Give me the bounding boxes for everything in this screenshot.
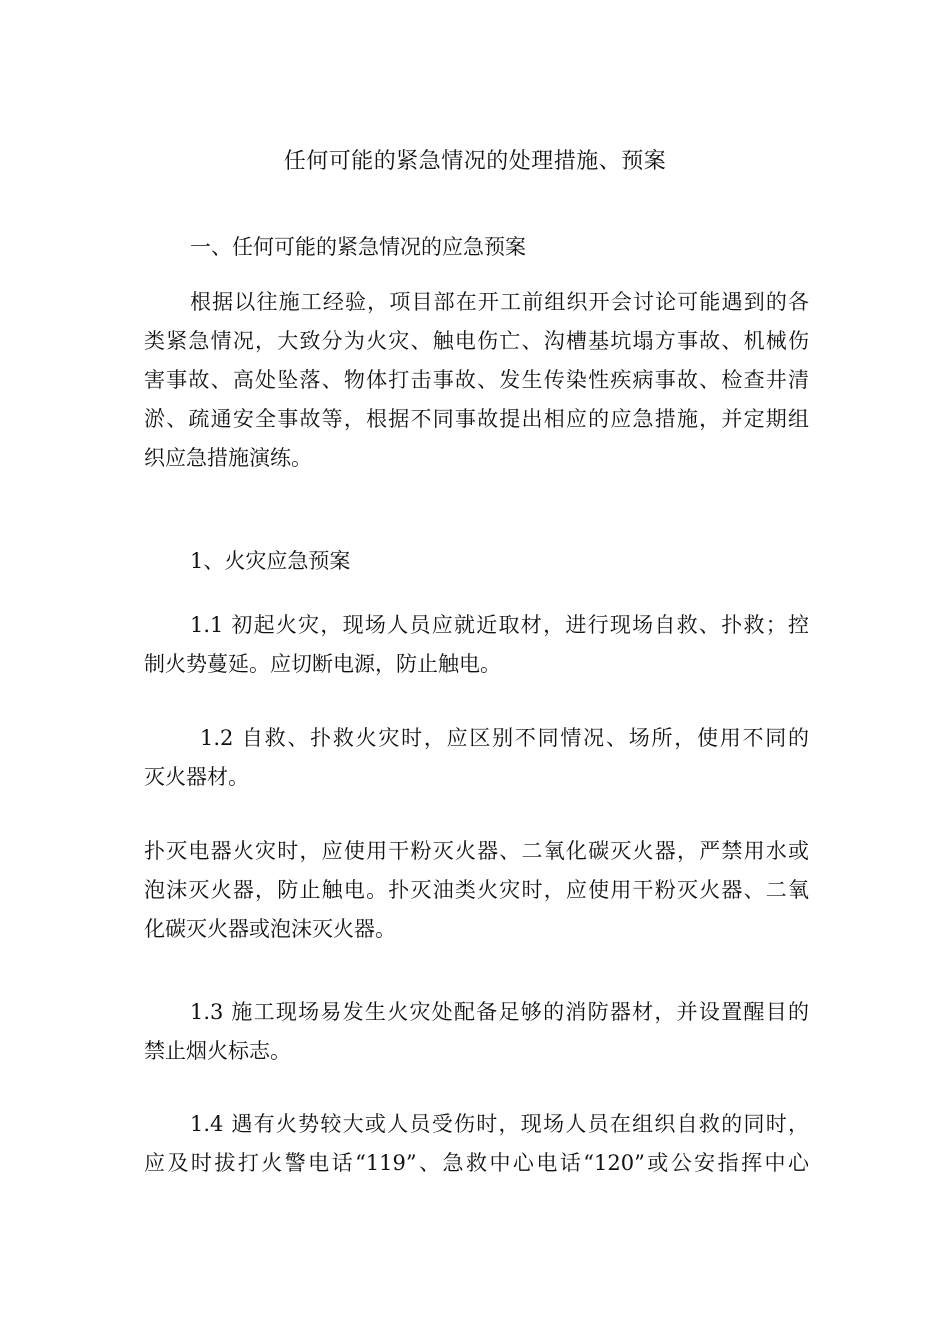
paragraph-1-1 <box>144 606 809 684</box>
intro-line: 淤、疏通安全事故等，根据不同事故提出相应的应急措施，并定期组 <box>144 407 809 431</box>
intro-line: 害事故、高处坠落、物体打击事故、发生传染性疾病事故、检查井清 <box>144 368 809 392</box>
paragraph-extinguish <box>144 832 809 949</box>
paragraph-1-4 <box>144 1105 809 1183</box>
fire-plan-heading <box>144 542 809 581</box>
paragraph-1-2 <box>144 719 809 797</box>
paragraph-line: 应及时拔打火警电话“119”、急救中心电话“120”或公安指挥中心 <box>144 1151 809 1175</box>
paragraph-line: 化碳灭火器或泡沫灭火器。 <box>144 917 396 941</box>
intro-line: 织应急措施演练。 <box>144 446 312 470</box>
section-heading <box>144 228 809 267</box>
paragraph-line: 1.2 自救、扑救火灾时，应区别不同情况、场所，使用不同的 <box>200 726 809 750</box>
paragraph-line: 1.4 遇有火势较大或人员受伤时，现场人员在组织自救的同时， <box>190 1112 809 1136</box>
intro-line: 根据以往施工经验，项目部在开工前组织开会讨论可能遇到的各 <box>190 290 809 314</box>
paragraph-line: 1.1 初起火灾，现场人员应就近取材，进行现场自救、扑救；控 <box>190 613 809 637</box>
intro-line: 类紧急情况，大致分为火灾、触电伤亡、沟槽基坑塌方事故、机械伤 <box>144 329 809 353</box>
paragraph-line: 扑灭电器火灾时，应使用干粉灭火器、二氧化碳灭火器，严禁用水或 <box>144 839 809 863</box>
paragraph-line: 禁止烟火标志。 <box>144 1039 291 1063</box>
paragraph-line: 制火势蔓延。应切断电源，防止触电。 <box>144 652 501 676</box>
paragraph-line: 1.3 施工现场易发生火灾处配备足够的消防器材，并设置醒目的 <box>190 1000 809 1024</box>
paragraph-1-3 <box>144 993 809 1071</box>
intro-paragraph <box>144 283 809 478</box>
paragraph-line: 灭火器材。 <box>144 765 249 789</box>
fire-plan-heading-text: 1、火灾应急预案 <box>190 549 351 573</box>
paragraph-line: 泡沫灭火器，防止触电。扑灭油类火灾时，应使用干粉灭火器、二氧 <box>144 878 809 902</box>
page-title: 任何可能的紧急情况的处理措施、预案 <box>283 149 667 174</box>
section-heading-text: 一、任何可能的紧急情况的应急预案 <box>190 235 526 259</box>
